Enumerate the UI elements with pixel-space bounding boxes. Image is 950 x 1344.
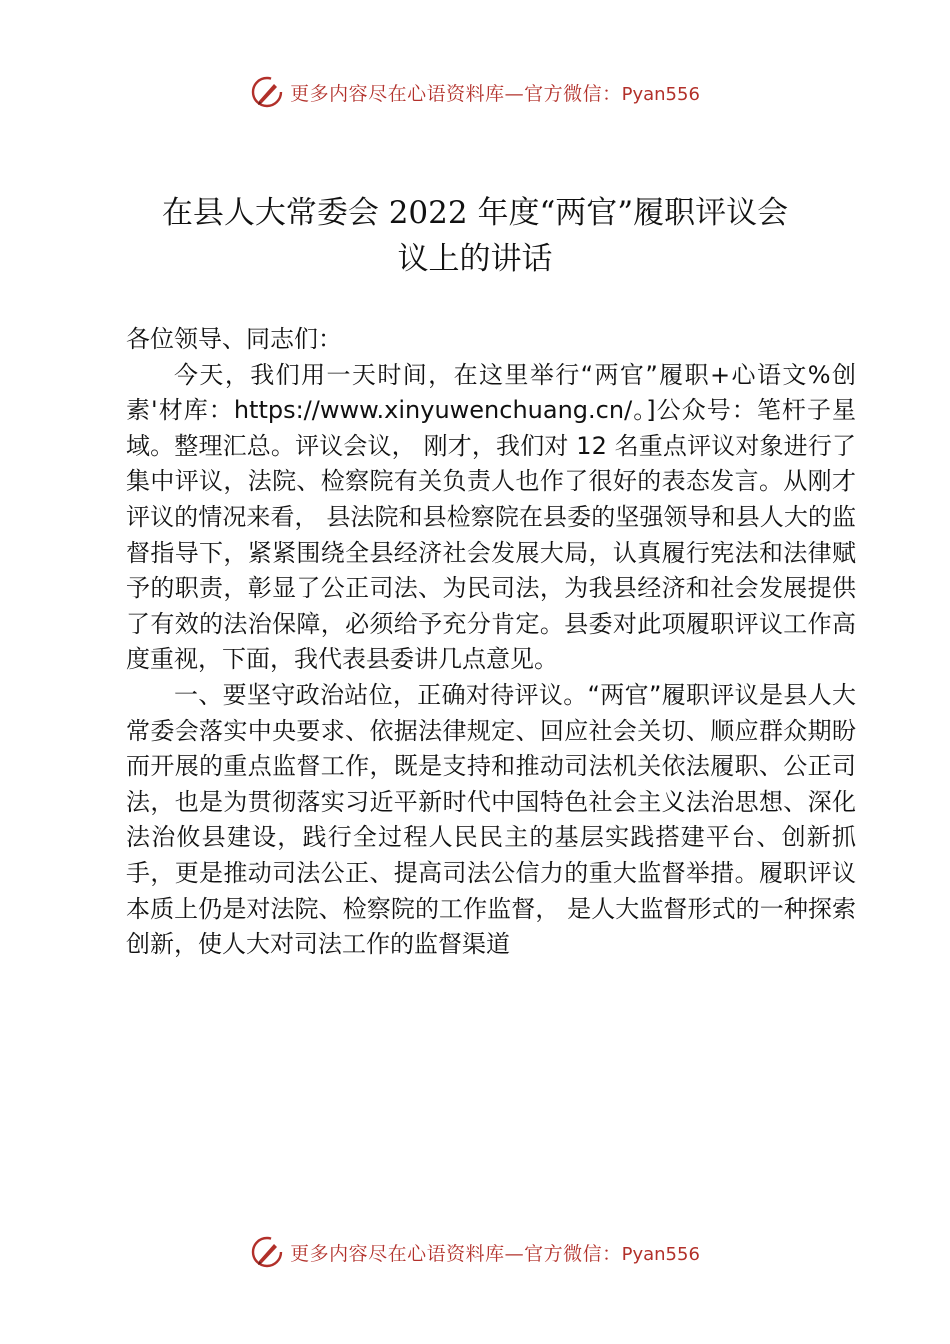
watermark-handle: Pyan556 [621,83,700,105]
watermark-text: 更多内容尽在心语资料库—官方微信：Pyan556 [290,1242,700,1265]
paragraph-1: 今天，我们用一天时间，在这里举行“两官”履职+心语文%创素'材库：https://www.xinyuwenchuang.cn/。]公众号：笔杆子星域。整理汇总。评议会议， 刚才，我们对 12 名重点评议对象进行了集中评议，法院、检察院有关负责人也作了很好的表态发言。从刚才评议的情况来看， 县法院和县检察院在县委的坚强领导和县人大的监督指导下，紧紧围绕全县经济社会发展大局，认真履行宪法和法律赋予的职责，彰显了公正司法、为民司法，为我县经济和社会发展提供了有效的法治保障，必须给予充分肯定。县委对此项履职评议工作高度重视，下面，我代表县委讲几点意见。 [126,360,856,674]
pen-circle-logo-icon [250,1235,284,1269]
pen-circle-logo-icon [250,75,284,109]
salutation: 各位领导、同志们： [126,325,342,353]
document-body [126,322,856,963]
title-line-1: 在县人大常委会 2022 年度“两官”履职评议会 [161,195,789,231]
watermark-banner-top [0,72,950,112]
watermark-text: 更多内容尽在心语资料库—官方微信：Pyan556 [290,82,700,105]
watermark-handle: Pyan556 [621,1243,700,1265]
paragraph-2: 一、要坚守政治站位，正确对待评议。“两官”履职评议是县人大常委会落实中央要求、依据法律规定、回应社会关切、顺应群众期盼而开展的重点监督工作，既是支持和推动司法机关依法履职、公正司法，也是为贯彻落实习近平新时代中国特色社会主义法治思想、深化法治攸县建设，践行全过程人民民主的基层实践搭建平台、创新抓手，更是推动司法公正、提高司法公信力的重大监督举措。履职评议本质上仍是对法院、检察院的工作监督， 是人大监督形式的一种探索创新，使人大对司法工作的监督渠道 [126,680,856,959]
title-line-2: 议上的讲话 [397,241,553,277]
document-title [110,190,840,282]
watermark-banner-bottom [0,1232,950,1272]
